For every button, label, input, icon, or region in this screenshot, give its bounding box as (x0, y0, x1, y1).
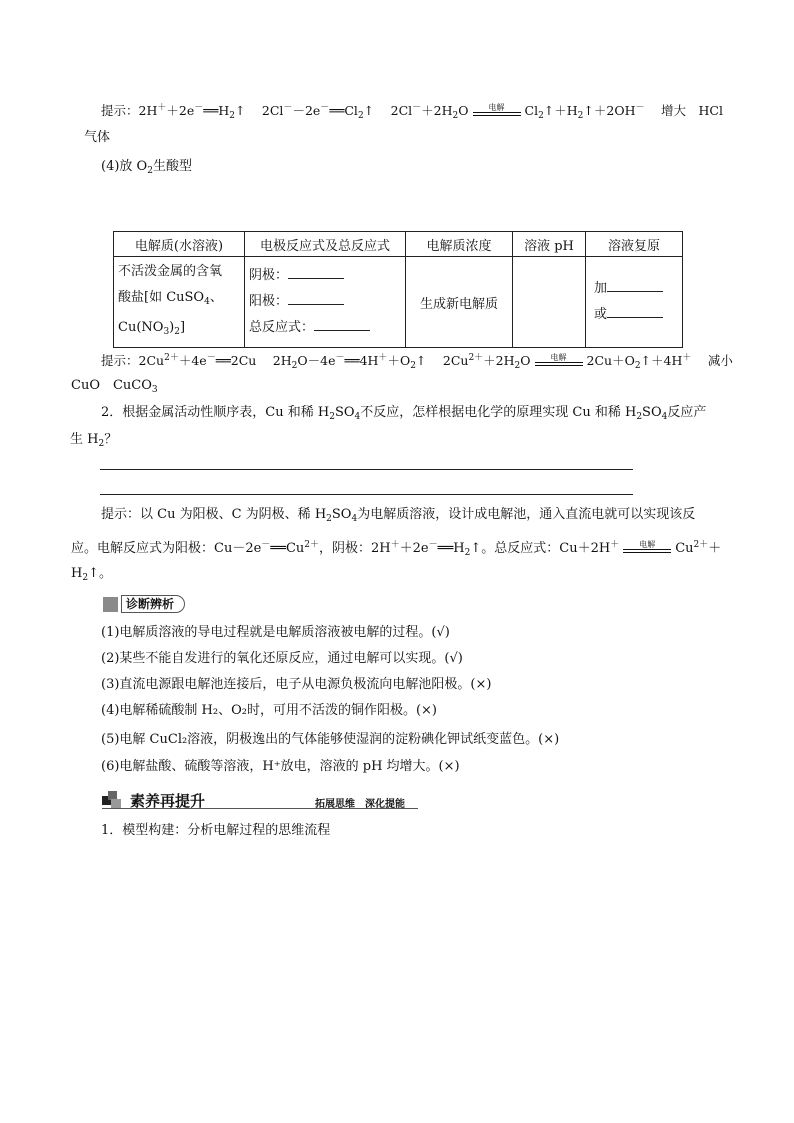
electrolysis-table (113, 231, 683, 348)
diag-item: (2)某些不能自发进行的氧化还原反应，通过电解可以实现。(√) (101, 651, 463, 666)
question-2-line2: 生 $H_2$？ (70, 432, 118, 449)
stacked-squares-icon (102, 791, 122, 808)
electrode-equations-cell: 阴极： 阳极： 总反应式： (245, 257, 406, 348)
concentration-cell: 生成新电解质 (406, 257, 513, 348)
electrolysis-condition: 电解 (533, 355, 585, 369)
answer-line[interactable] (100, 469, 633, 470)
hint-tail: 增大 HCl (660, 103, 723, 118)
diag-item: (1)电解质溶液的导电过程就是电解质溶液被电解的过程。(√) (101, 625, 450, 640)
section-subtitle: 拓展思维 深化提能 (315, 799, 405, 810)
hint-line-gas: 气体 (84, 130, 111, 145)
electrolyte-cell: 不活泼金属的含氧 酸盐[如 CuSO$_4$、 $Cu(NO_3)_2$] (114, 257, 245, 348)
hint-q2-line3: $H_2↑$。 (71, 566, 112, 583)
section-title: 素养再提升 (130, 792, 206, 810)
diag-item: (6)电解盐酸、硫酸等溶液，H⁺放电，溶液的 pH 均增大。(×) (101, 759, 460, 774)
answer-blank[interactable] (288, 266, 344, 279)
table-header: 电解质浓度 (406, 232, 513, 257)
question-2-line1: 2．根据金属活动性顺序表，Cu 和稀 $H_2SO_4$不反应，怎样根据电化学的原理实现 Cu 和稀 $H_2SO_4$反应产 (101, 405, 707, 422)
table-header-row (114, 232, 683, 257)
hint-label: 提示： (101, 103, 139, 118)
hint-line-cuo: CuO CuCO$_3$ (71, 378, 158, 395)
table-row (114, 257, 683, 348)
answer-blank[interactable] (607, 279, 663, 292)
diagnosis-title: 诊断辨析 (121, 595, 185, 613)
diag-item: (4)电解稀硫酸制 H₂、O₂时，可用不活泼的铜作阳极。(×) (101, 703, 438, 718)
answer-blank[interactable] (314, 318, 370, 331)
table-header: 溶液 pH (513, 232, 586, 257)
model-item: 1．模型构建：分析电解过程的思维流程 (101, 823, 331, 838)
table-header: 电极反应式及总反应式 (245, 232, 406, 257)
hint-q2-line1: 提示：以 Cu 为阳极、C 为阴极、稀 $H_2SO_4$为电解质溶液，设计成电解池，通入直流电就可以实现该反 (101, 507, 696, 524)
answer-blank[interactable] (288, 292, 344, 305)
section-rule (102, 808, 418, 809)
answer-line[interactable] (100, 494, 633, 495)
hint-line-electrolysis-hcl: 提示：$2H^++2e^-══H_2↑$ $2Cl^--2e^-══Cl_2↑$ $2Cl^-+2H_2O$ 电解 $Cl_2↑+H_2↑+2OH^-$ 增大 HCl (101, 102, 723, 121)
hint-q2-line2: 应。电解反应式为阳极：$Cu-2e^-══Cu^{2+}$，阴极：$2H^++2e^-══H_2↑$。总反应式：Cu＋2H＋ 电解 $Cu^{2+}+$ (71, 539, 722, 558)
answer-blank[interactable] (607, 305, 663, 318)
table-header: 电解质(水溶液) (114, 232, 245, 257)
diagnosis-tag (103, 595, 185, 613)
electrolysis-condition: 电解 (471, 105, 523, 119)
electrolysis-condition: 电解 (621, 542, 673, 556)
diag-item: (3)直流电源跟电解池连接后，电子从电源负极流向电解池阳极。(×) (101, 677, 492, 692)
table-header: 溶液复原 (586, 232, 683, 257)
section-4-heading: (4)放 $O_2$生酸型 (101, 159, 192, 176)
section-banner (102, 790, 418, 810)
tag-square-icon (103, 597, 118, 612)
hint-line-cuso4: 提示：$2Cu^{2+}+4e^-══2Cu$ $2H_2O-4e^-══4H^++O_2↑$ $2Cu^{2+}+2H_2O$ 电解 $2Cu+O_2↑+4H^+$ 减小 (101, 352, 733, 371)
restore-cell: 加 或 (586, 257, 683, 348)
ph-cell (513, 257, 586, 348)
diag-item: (5)电解 CuCl₂溶液，阴极逸出的气体能够使湿润的淀粉碘化钾试纸变蓝色。(×) (101, 732, 560, 747)
